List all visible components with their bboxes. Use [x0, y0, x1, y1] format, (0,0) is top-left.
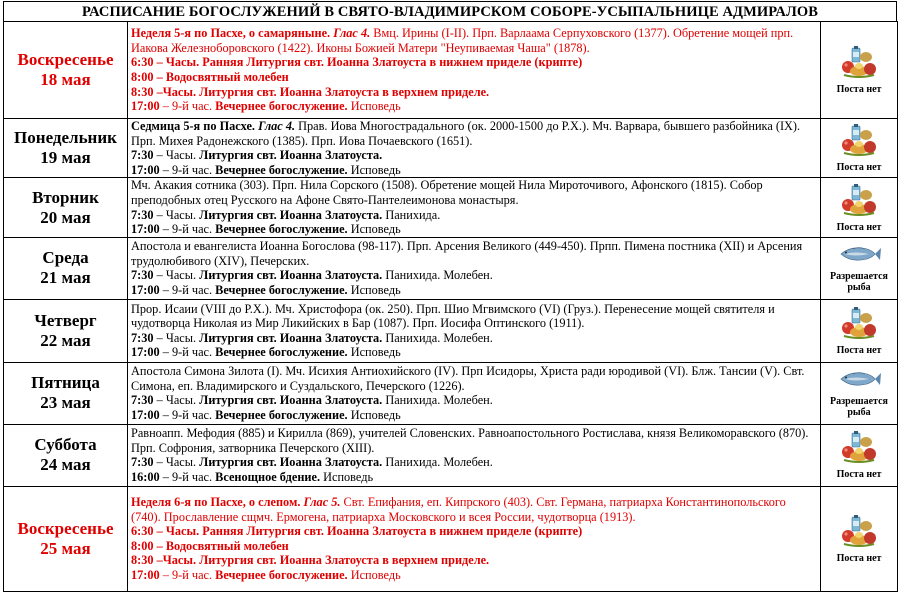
no-fast-food-icon: [839, 45, 879, 84]
text-run: Исповедь: [350, 282, 401, 297]
weekday-label: Воскресенье: [17, 50, 114, 69]
services-cell: [128, 178, 821, 237]
fish-icon: [837, 243, 881, 271]
text-run: 7:30: [131, 455, 154, 470]
text-run: Литургия свт. Иоанна Златоуста.: [199, 455, 383, 470]
service-line: [131, 208, 817, 223]
text-run: – 9-й час.: [159, 162, 216, 177]
text-run: Вечернее богослужение.: [215, 345, 351, 360]
feast-description: [131, 364, 817, 393]
day-row: [4, 22, 898, 119]
text-run: 17:00: [131, 99, 160, 114]
text-run: – Часы.: [153, 207, 200, 222]
text-run: – 9-й час.: [159, 282, 216, 297]
services-cell: [128, 22, 821, 119]
text-run: Неделя 6-я по Пасхе, о слепом.: [131, 494, 304, 509]
text-run: – 9-й час.: [159, 222, 216, 237]
schedule-table: [3, 21, 898, 592]
text-run: Исповедь: [350, 99, 401, 114]
text-run: Глас 4.: [333, 26, 374, 41]
text-run: – 9-й час.: [159, 469, 216, 484]
service-line: [131, 524, 817, 539]
service-line: [131, 345, 817, 360]
text-run: Свт. Епифания, еп. Кипрского (403). Свт. Германа, патриарха Константинопольского (740). Прославление сщмч. Ермогена, патриарха Московского и всея России, чудотворца (1913).: [131, 494, 786, 524]
feast-description: [131, 239, 817, 268]
text-run: Исповедь: [323, 469, 374, 484]
text-run: Исповедь: [350, 345, 401, 360]
services-cell: [128, 362, 821, 424]
schedule-sheet: [3, 0, 897, 596]
service-line: [131, 470, 817, 485]
service-line: [131, 283, 817, 298]
text-run: Панихида. Молебен.: [382, 393, 493, 408]
day-row: [4, 424, 898, 486]
text-run: Всенощное бдение.: [215, 469, 324, 484]
date-label: 22 мая: [40, 330, 91, 350]
fast-cell: [821, 119, 898, 178]
text-run: Прав. Иова Многострадального (ок. 2000-1500 до Р.Х.). Мч. Варвара, бывшего разбойника (IX). Прп. Михея Радонежского (1385). Прп. Иова Почаевского (1651).: [131, 119, 801, 148]
day-cell: [4, 362, 128, 424]
text-run: Равноапп. Мефодия (885) и Кирилла (869), учителей Словенских. Равноапостольного Ростислава, князя Великоморавского (870). Прп. Софрония, затворника Печерского (XIII).: [131, 426, 809, 455]
feast-description: [131, 178, 817, 207]
day-row: [4, 178, 898, 237]
fast-label: Поста нет: [836, 162, 882, 174]
day-cell: [4, 119, 128, 178]
fast-cell: [821, 424, 898, 486]
service-line: [131, 222, 817, 237]
service-line: [131, 568, 817, 583]
service-line: [131, 55, 817, 70]
text-run: Вечернее богослужение.: [215, 407, 351, 422]
fast-cell: [821, 237, 898, 299]
day-cell: [4, 486, 128, 591]
fast-label: Поста нет: [836, 344, 882, 356]
weekday-label: Среда: [42, 248, 89, 268]
text-run: – 9-й час.: [159, 345, 216, 360]
text-run: Глас 5.: [303, 494, 344, 509]
text-run: 7:30: [131, 207, 154, 222]
fast-cell: [821, 299, 898, 362]
text-run: Исповедь: [350, 567, 401, 582]
fast-label: Разрешается рыба: [830, 396, 888, 419]
date-label: 24 мая: [40, 455, 91, 475]
text-run: 8:00 – Водосвятный молебен: [131, 70, 289, 84]
text-run: 6:30 – Часы. Ранняя Литургия свт. Иоанна Златоуста в нижнем приделе (крипте): [131, 55, 583, 70]
feast-description: [131, 495, 817, 524]
services-cell: [128, 424, 821, 486]
text-run: Вечернее богослужение.: [215, 99, 351, 114]
day-cell: [4, 237, 128, 299]
text-run: Неделя 5-я по Пасхе, о самаряныне.: [131, 26, 334, 41]
text-run: 17:00: [131, 567, 160, 582]
services-cell: [128, 119, 821, 178]
day-cell: [4, 178, 128, 237]
day-row: [4, 119, 898, 178]
no-fast-food-icon: [839, 183, 879, 222]
fast-label: Разрешается рыба: [830, 271, 888, 294]
fast-label: Поста нет: [836, 221, 882, 233]
text-run: – Часы.: [153, 148, 200, 163]
text-run: 17:00: [131, 162, 160, 177]
weekday-label: Воскресенье: [17, 518, 114, 538]
day-row: [4, 237, 898, 299]
feast-description: [131, 119, 817, 148]
text-run: Панихида. Молебен.: [382, 268, 493, 283]
text-run: Панихида. Молебен.: [382, 330, 493, 345]
text-run: 7:30: [131, 330, 154, 345]
weekday-label: Суббота: [34, 435, 97, 455]
feast-description: [131, 26, 817, 55]
no-fast-food-icon: [839, 306, 879, 345]
day-cell: [4, 299, 128, 362]
feast-description: [131, 302, 817, 331]
text-run: 17:00: [131, 222, 160, 237]
text-run: Вмц. Ирины (I-II). Прп. Варлаама Серпуховского (1377). Обретение мощей прп. Иакова Железноборовского (1422). Иконы Божией Матери "Неупиваемая Чаша" (1878).: [131, 26, 794, 55]
day-row: [4, 299, 898, 362]
text-run: – Часы.: [153, 330, 200, 345]
services-cell: [128, 486, 821, 591]
text-run: Вечернее богослужение.: [215, 567, 351, 582]
day-cell: [4, 22, 128, 119]
text-run: – 9-й час.: [159, 99, 216, 114]
text-run: Апостола и евангелиста Иоанна Богослова (98-117). Прп. Арсения Великого (449-450). Прпп. Пимена постника (XII) и Арсения трудолюбивого (XIV), Печерских.: [131, 239, 803, 268]
weekday-label: Четверг: [34, 310, 97, 330]
feast-description: [131, 426, 817, 455]
date-label: 20 мая: [40, 207, 91, 227]
weekday-label: Вторник: [32, 187, 99, 207]
date-label: 23 мая: [40, 393, 91, 413]
service-line: [131, 408, 817, 423]
date-label: 19 мая: [40, 148, 91, 168]
service-line: [131, 393, 817, 408]
service-line: [131, 70, 817, 85]
text-run: Литургия свт. Иоанна Златоуста.: [199, 330, 383, 345]
services-cell: [128, 299, 821, 362]
text-run: Исповедь: [350, 407, 401, 422]
text-run: – Часы.: [153, 393, 200, 408]
service-line: [131, 148, 817, 163]
day-row: [4, 486, 898, 591]
service-line: [131, 99, 817, 114]
text-run: Литургия свт. Иоанна Златоуста.: [199, 268, 383, 283]
service-line: [131, 163, 817, 178]
text-run: 17:00: [131, 407, 160, 422]
text-run: 8:00 – Водосвятный молебен: [131, 538, 289, 553]
fast-label: Поста нет: [836, 84, 882, 95]
no-fast-food-icon: [839, 430, 879, 469]
text-run: Мч. Акакия сотника (303). Прп. Нила Сорского (1508). Обретение мощей Нила Мироточивого, Афонского (1815). Собор преподобных отец Русского на Афоне Свято-Пантелеимонова монастыря.: [131, 178, 763, 207]
text-run: Исповедь: [350, 162, 401, 177]
service-line: [131, 268, 817, 283]
date-label: 25 мая: [40, 538, 91, 558]
service-line: [131, 553, 817, 568]
text-run: – 9-й час.: [159, 567, 216, 582]
weekday-label: Пятница: [31, 373, 100, 393]
text-run: Седмица 5-я по Пасхе.: [131, 119, 259, 133]
text-run: Литургия свт. Иоанна Златоуста.: [199, 148, 383, 163]
text-run: 6:30 – Часы. Ранняя Литургия свт. Иоанна Златоуста в нижнем приделе (крипте): [131, 524, 583, 539]
text-run: Панихида.: [382, 207, 441, 222]
service-line: [131, 455, 817, 470]
fast-cell: [821, 362, 898, 424]
weekday-label: Понедельник: [14, 128, 117, 148]
text-run: – Часы.: [153, 268, 200, 283]
day-row: [4, 362, 898, 424]
fast-label: Поста нет: [836, 552, 882, 564]
text-run: 7:30: [131, 148, 154, 163]
day-cell: [4, 424, 128, 486]
date-label: 18 мая: [40, 70, 91, 89]
fish-icon: [837, 368, 881, 396]
text-run: Прор. Исаии (VIII до Р.Х.). Мч. Христофора (ок. 250). Прп. Шио Мгвимского (VI) (Груз.). Перенесение мощей святителя и чудотворца Николая из Мир Ликийских в Бар (1087). Прп. Иосифа Оптинского (1911).: [131, 301, 775, 331]
text-run: Панихида. Молебен.: [382, 455, 493, 470]
text-run: Глас 4.: [258, 119, 299, 133]
text-run: 17:00: [131, 345, 160, 360]
no-fast-food-icon: [839, 123, 879, 162]
text-run: Вечернее богослужение.: [215, 162, 351, 177]
fast-cell: [821, 22, 898, 119]
service-line: [131, 85, 817, 100]
text-run: Апостола Симона Зилота (I). Мч. Исихия Антиохийского (IV). Прп Исидоры, Христа ради юродивой (VI). Блж. Тансии (V). Свт. Симона, еп. Владимирского и Суздальского, Печерского (1226).: [131, 364, 805, 393]
service-line: [131, 539, 817, 554]
text-run: – Часы.: [153, 455, 200, 470]
text-run: 7:30: [131, 393, 154, 408]
text-run: 8:30 –Часы. Литургия свт. Иоанна Златоуста в верхнем приделе.: [131, 553, 490, 568]
text-run: 7:30: [131, 268, 154, 283]
services-cell: [128, 237, 821, 299]
service-line: [131, 331, 817, 346]
text-run: Исповедь: [350, 222, 401, 237]
text-run: 8:30 –Часы. Литургия свт. Иоанна Златоуста в верхнем приделе.: [131, 84, 490, 99]
fast-label: Поста нет: [836, 469, 882, 481]
fast-cell: [821, 486, 898, 591]
text-run: – 9-й час.: [159, 407, 216, 422]
text-run: 16:00: [131, 469, 160, 484]
no-fast-food-icon: [839, 514, 879, 553]
page-title: РАСПИСАНИЕ БОГОСЛУЖЕНИЙ В СВЯТО-ВЛАДИМИРСКОМ СОБОРЕ-УСЫПАЛЬНИЦЕ АДМИРАЛОВ: [3, 1, 897, 21]
text-run: Литургия свт. Иоанна Златоуста.: [199, 207, 383, 222]
text-run: Вечернее богослужение.: [215, 282, 351, 297]
text-run: Литургия свт. Иоанна Златоуста.: [199, 393, 383, 408]
text-run: Вечернее богослужение.: [215, 222, 351, 237]
fast-cell: [821, 178, 898, 237]
date-label: 21 мая: [40, 268, 91, 288]
text-run: 17:00: [131, 282, 160, 297]
